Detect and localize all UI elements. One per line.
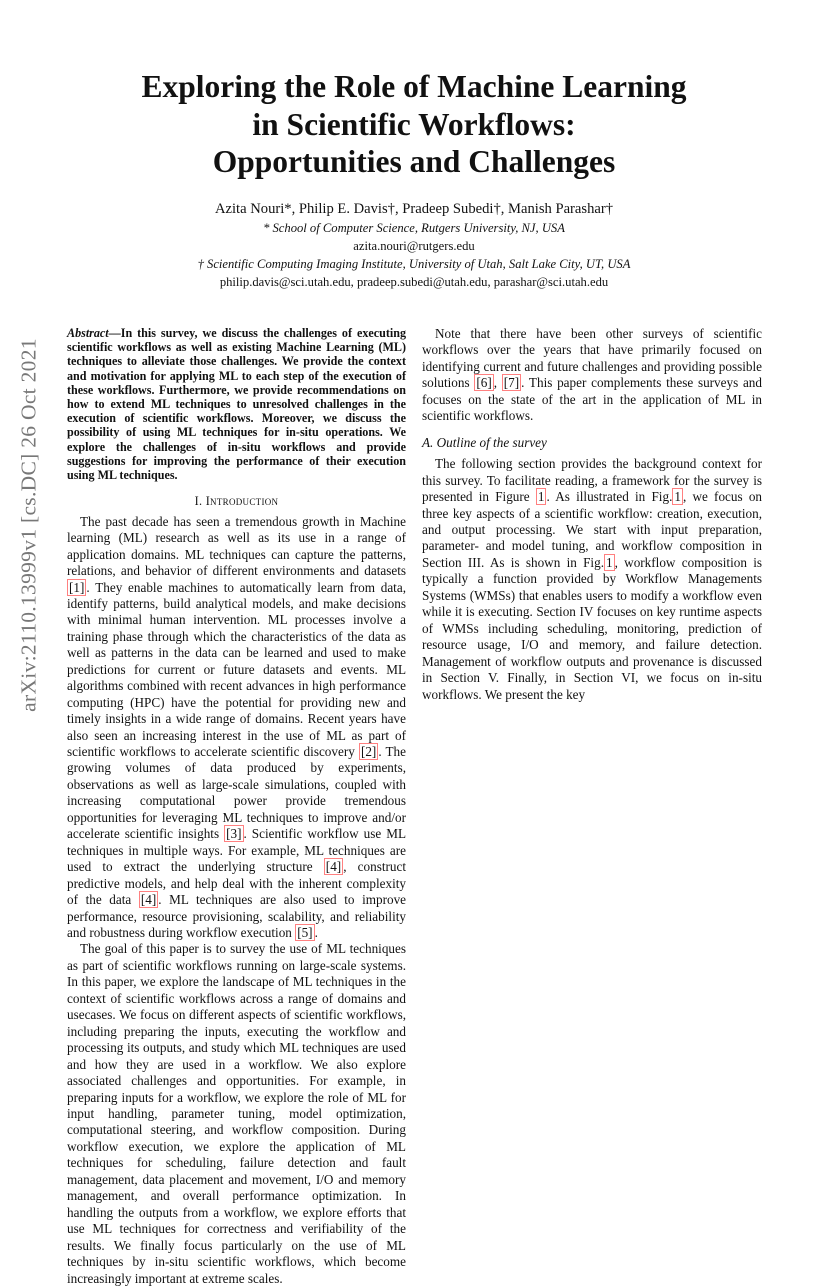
email-1: azita.nouri@rutgers.edu — [353, 239, 475, 253]
section-heading — [67, 493, 406, 509]
affiliation-1: * School of Computer Science, Rutgers University, NJ, USA — [263, 221, 565, 235]
left-column — [67, 326, 406, 1287]
abstract-label: Abstract — [67, 326, 109, 340]
affiliation-2: † Scientific Computing Imaging Institute, University of Utah, Salt Lake City, UT, USA — [197, 257, 631, 271]
intro-paragraph-2: The goal of this paper is to survey the use of ML techniques as part of scientific workflows running on large-scale systems. In this paper, we explore the landscape of ML techniques in the context of scientific workflows across a range of domains and usecases. We focus on different aspects of scientific workflows, including preparing the inputs, executing the workflow and processing its outputs, and study which ML techniques are used and how they are used in a workflow. We also explore associated challenges and opportunities. For example, in preparing inputs for a workflow, we explore the role of ML for input handling, parameter tuning, model optimization, computational steering, and workflow composition. During workflow execution, we explore the application of ML techniques for scheduling, failure detection and fault management, data placement and movement, I/O and memory management, and overall performance optimization. In handling the outputs from a workflow, we explore efforts that use ML techniques for correctness and verifiability of the results. We finally focus particularly on the use of ML techniques by in-situ scientific workflows, which become increasingly important at extreme scales. — [67, 941, 406, 1286]
citation-link[interactable]: [4] — [325, 859, 342, 875]
text-run: , construct predictive models, and help deal with the inherent complexity of the data — [67, 859, 407, 908]
citation-link[interactable]: [7] — [503, 375, 520, 391]
paper-title — [60, 68, 768, 181]
citation-link[interactable]: [1] — [69, 579, 85, 595]
arxiv-stamp — [16, 290, 42, 760]
text-run: , we focus on three key aspects of a scientific workflow: creation, execution, and output processing. We start with input preparation, parameter- and model tuning, and workflow composition in Section III. As is shown in Fig. — [422, 489, 763, 570]
intro-paragraph-3 — [422, 326, 762, 425]
right-column — [422, 326, 762, 703]
text-run: Note that there have been other surveys of scientific workflows over the years that have primarily focused on identifying current and future challenges and providing possible solutions — [422, 326, 762, 391]
text-run: The following section provides the background context for this survey. To facilitate reading, a framework for the survey is presented in Figure — [422, 456, 762, 505]
abstract — [67, 326, 406, 482]
title-line-1: Exploring the Role of Machine Learning — [141, 69, 687, 104]
text-run: . Scientific workflow use ML techniques in multiple ways. For example, ML techniques are used to extract the underlying structure — [67, 826, 407, 875]
title-line-3: Opportunities and Challenges — [212, 144, 616, 179]
citation-link[interactable]: [2] — [360, 744, 377, 760]
title-line-2: in Scientific Workflows: — [252, 106, 576, 142]
author-names: Azita Nouri*, Philip E. Davis†, Pradeep Subedi†, Manish Parashar† — [214, 201, 614, 217]
abstract-text: —In this survey, we discuss the challenges of executing scientific workflows as well as existing Machine Learning (ML) techniques to alleviate those challenges. We provide the context and motivation for applying ML to each step of the execution of these workflows. Furthermore, we provide recommendations on how to extend ML techniques to unresolved challenges in the execution of scientific workflows. Moreover, we discuss the possibility of using ML techniques for in-situ operations. We explore the challenges of in-situ workflows and provide suggestions for improving the performance of their execution using ML techniques. — [67, 326, 406, 483]
text-run: . The growing volumes of data produced by experiments, observations as well as large-scale simulations, coupled with increasing computational power provide tremendous opportunities for leveraging ML techniques to improve and/or accelerate scientific insights — [67, 744, 406, 842]
section-title: Introduction — [205, 494, 279, 509]
outline-paragraph — [422, 456, 762, 703]
subsection-heading: A. Outline of the survey — [422, 434, 547, 450]
text-run: The past decade has seen a tremendous growth in Machine learning (ML) research as well as its use in a range of application domains. ML techniques can capture the patterns, relations, and behavior of different environments and datasets — [67, 513, 406, 579]
figure-ref-link[interactable]: 1 — [606, 554, 613, 570]
text-run: . ML techniques are also used to improve performance, resource provisioning, scalability, and reliability and robustness during workflow execution — [67, 892, 407, 941]
figure-ref-link[interactable]: 1 — [537, 489, 545, 505]
text-run: . They enable machines to automatically learn from data, identify patterns, build analytical models, and make decisions with minimal human intervention. ML processes involve a training phase through which the characteristics of the data as well as patterns in the data can be learned and used to make predictions for current or future datasets and events. ML algorithms combined with recent advances in high performance computing (HPC) have the potential for providing new and timely insights in a wide range of domains. Recent years have also seen an increasing interest in the use of ML as part of scientific workflows to accelerate scientific discovery — [67, 579, 406, 760]
text-run: , — [493, 375, 502, 391]
citation-link[interactable]: [5] — [297, 925, 313, 941]
intro-paragraph-1 — [67, 514, 406, 942]
text-run: , workflow composition is typically a function provided by Workflow Managements Systems (WMSs) that enables users to modify a workflow even while it is executing. Section IV focuses on key runtime aspects of WMSs including scheduling, monitoring, prediction of resource usage, I/O and memory, and failure detection. Management of workflow outputs and provenance is discussed in Section V. Finally, in Section VI, we focus on in-situ workflows. We present the key — [422, 554, 762, 702]
arxiv-stamp-text: arXiv:2110.13999v1 [cs.DC] 26 Oct 2021 — [16, 338, 41, 712]
figure-ref-link[interactable]: 1 — [674, 489, 681, 505]
text-run: . As illustrated in Fig. — [546, 489, 673, 505]
author-block — [60, 200, 768, 291]
citation-link[interactable]: [4] — [140, 892, 157, 908]
text-run: . — [314, 925, 318, 941]
citation-link[interactable]: [3] — [226, 826, 242, 842]
citation-link[interactable]: [6] — [476, 375, 492, 391]
email-2: philip.davis@sci.utah.edu, pradeep.subedi@utah.edu, parashar@sci.utah.edu — [219, 275, 609, 289]
section-number: I. — [194, 494, 203, 509]
text-run: . This paper complements these surveys and focuses on the state of the art in the application of ML in scientific workflows. — [422, 375, 762, 424]
